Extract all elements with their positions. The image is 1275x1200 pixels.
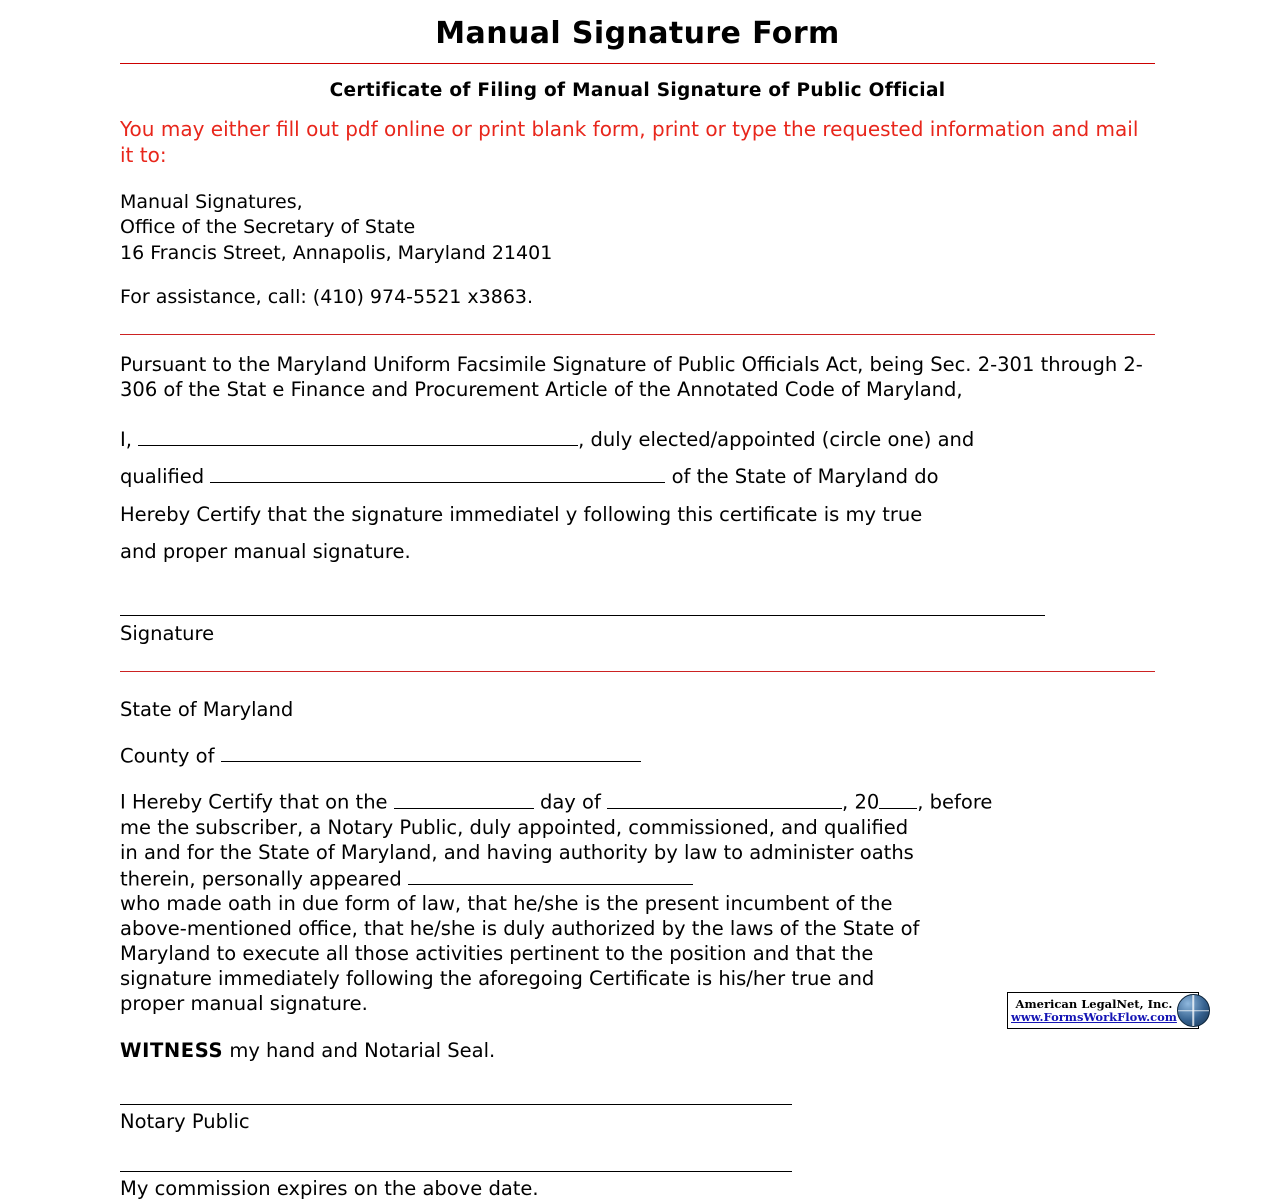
certify-i-prefix: I, (120, 427, 132, 451)
notary-p7: therein, personally appeared (120, 867, 402, 891)
notary-p6: in and for the State of Maryland, and having authority by law to administer oaths (120, 840, 914, 864)
section-divider-bottom (120, 671, 1155, 672)
address-line-2: Office of the Secretary of State (120, 216, 416, 239)
document-subtitle: Certificate of Filing of Manual Signature of Public Official (329, 80, 946, 101)
day-fill-field[interactable] (394, 789, 534, 809)
notary-p8: who made oath in due form of law, that he/she is the present incumbent of the (120, 892, 893, 915)
certify-after-name: , duly elected/appointed (circle one) and (578, 427, 975, 451)
footer-badge[interactable] (1007, 992, 1199, 1029)
section-divider-top (120, 334, 1155, 335)
commission-expiry-label: My commission expires on the above date. (120, 1176, 539, 1200)
document-content (120, 0, 1155, 1200)
office-fill-field[interactable] (210, 464, 665, 484)
address-line-1: Manual Signatures, (120, 191, 303, 214)
address-line-3: 16 Francis Street, Annapolis, Maryland 21401 (120, 241, 553, 264)
witness-bold: WITNESS (120, 1038, 224, 1062)
notary-p12: proper manual signature. (120, 991, 368, 1015)
certify-after-qualified: of the State of Maryland do (671, 465, 939, 489)
county-label: County of (120, 744, 215, 768)
certification-paragraph (120, 421, 1155, 571)
section-divider-top-wrap (120, 334, 1155, 335)
name-fill-field[interactable] (138, 426, 578, 446)
statute-paragraph: Pursuant to the Maryland Uniform Facsimile Signature of Public Officials Act, being Sec. 2-301 through 2-306 of the Stat e Finance and Procurement Article of the Annotated Code of Maryland, (120, 352, 1143, 401)
signature-label: Signature (120, 621, 215, 645)
title-divider (120, 63, 1155, 64)
notary-p9: above-mentioned office, that he/she is duly authorized by the laws of the State of (120, 916, 920, 940)
notary-p1: I Hereby Certify that on the (120, 790, 388, 814)
footer-badge-company: American LegalNet, Inc. (1015, 997, 1173, 1012)
section-divider-bottom-wrap (120, 671, 1155, 672)
certify-qualified-label: qualified (120, 465, 205, 489)
footer-badge-text (1011, 998, 1177, 1022)
witness-line (120, 1039, 1155, 1062)
mailing-address (120, 190, 1155, 266)
county-fill-field[interactable] (221, 743, 641, 763)
notary-p2: day of (539, 790, 601, 814)
mailing-notice: You may either fill out pdf online or print blank form, print or type the requested information and mail it to: (120, 117, 1139, 167)
certify-line-4: and proper manual signature. (120, 540, 411, 564)
globe-icon (1177, 994, 1210, 1027)
page-title: Manual Signature Form (435, 16, 840, 51)
witness-rest: my hand and Notarial Seal. (223, 1038, 496, 1062)
notary-public-label: Notary Public (120, 1109, 250, 1133)
commission-expiry-line[interactable] (120, 1171, 792, 1172)
appeared-fill-field[interactable] (408, 866, 693, 886)
notary-p3: , 20 (842, 790, 880, 814)
notary-p11: signature immediately following the aforegoing Certificate is his/her true and (120, 966, 875, 990)
notary-p4: , before (917, 790, 993, 814)
notary-p5: me the subscriber, a Notary Public, duly appointed, commissioned, and qualified (120, 815, 909, 839)
state-line: State of Maryland (120, 697, 294, 721)
certify-line-3: Hereby Certify that the signature immediatel y following this certificate is my true (120, 502, 923, 526)
notary-p10: Maryland to execute all those activities pertinent to the position and that the (120, 941, 874, 965)
county-line (120, 743, 1155, 768)
assistance-line: For assistance, call: (410) 974-5521 x3863. (120, 285, 534, 308)
year-fill-field[interactable] (879, 789, 917, 809)
notary-public-line[interactable] (120, 1104, 792, 1105)
signature-line[interactable] (120, 615, 1045, 616)
month-fill-field[interactable] (607, 789, 842, 809)
notary-paragraph (120, 789, 1155, 1017)
footer-badge-url[interactable]: www.FormsWorkFlow.com (1011, 1009, 1177, 1024)
